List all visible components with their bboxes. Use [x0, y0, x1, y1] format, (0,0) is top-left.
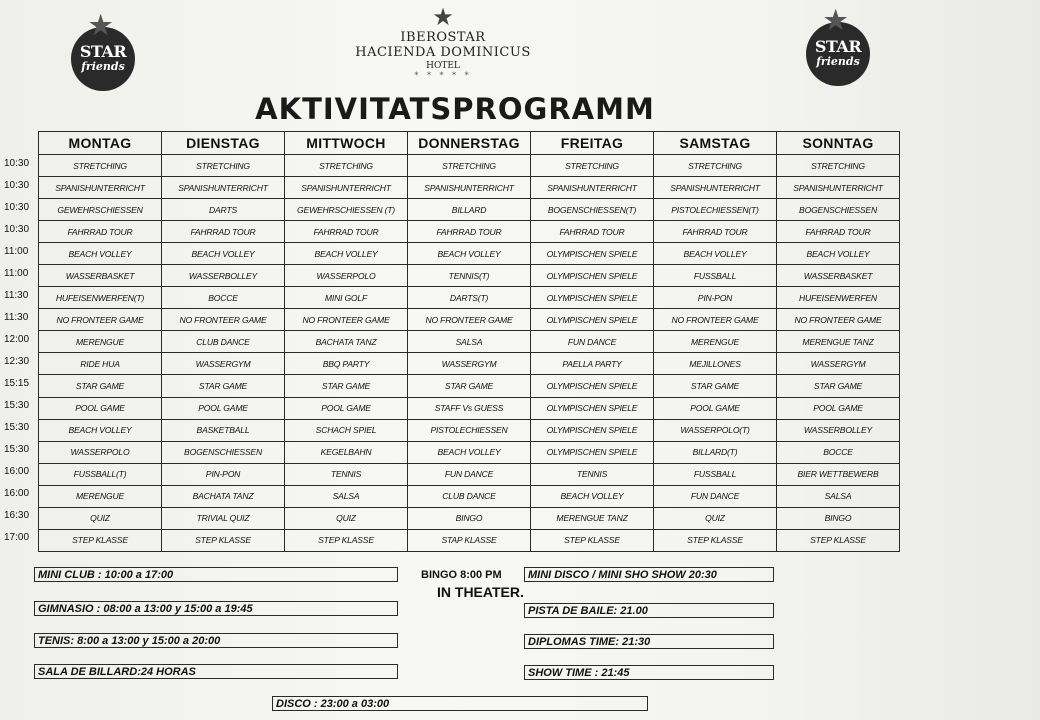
activity-cell: SPANISHUNTERRICHT: [39, 177, 162, 199]
activity-cell: STAR GAME: [654, 375, 777, 397]
activity-cell: FUN DANCE: [654, 485, 777, 507]
mini-disco-time: MINI DISCO / MINI SHO SHOW 20:30: [524, 567, 774, 582]
activity-cell: NO FRONTEER GAME: [39, 309, 162, 331]
activity-cell: OLYMPISCHEN SPIELE: [531, 375, 654, 397]
time-label: 11:30: [4, 290, 29, 301]
activity-cell: PISTOLECHIESSEN(T): [654, 199, 777, 221]
activity-cell: BEACH VOLLEY: [39, 243, 162, 265]
schedule-row: [39, 353, 900, 375]
day-header: DIENSTAG: [162, 132, 285, 155]
activity-cell: FAHRRAD TOUR: [285, 221, 408, 243]
activity-cell: TENNIS: [531, 463, 654, 485]
activity-cell: STEP KLASSE: [531, 529, 654, 551]
activity-cell: WASSERPOLO: [285, 265, 408, 287]
activity-cell: FUN DANCE: [408, 463, 531, 485]
activity-cell: DARTS: [162, 199, 285, 221]
activity-cell: SPANISHUNTERRICHT: [408, 177, 531, 199]
activity-cell: MINI GOLF: [285, 287, 408, 309]
activity-cell: BEACH VOLLEY: [39, 419, 162, 441]
activity-cell: POOL GAME: [654, 397, 777, 419]
activity-cell: BEACH VOLLEY: [531, 485, 654, 507]
activity-cell: BEACH VOLLEY: [285, 243, 408, 265]
activity-cell: FUSSBALL(T): [39, 463, 162, 485]
disco-hours: DISCO : 23:00 a 03:00: [272, 696, 648, 711]
time-label: 15:30: [4, 422, 30, 433]
day-header: SAMSTAG: [654, 132, 777, 155]
activity-cell: BEACH VOLLEY: [162, 243, 285, 265]
time-label: 10:30: [4, 202, 30, 213]
activity-cell: PISTOLECHIESSEN: [408, 419, 531, 441]
time-label: 16:00: [4, 466, 30, 477]
activity-cell: WASSERPOLO(T): [654, 419, 777, 441]
activity-cell: STRETCHING: [39, 155, 162, 177]
activity-cell: FAHRRAD TOUR: [654, 221, 777, 243]
activity-cell: GEWEHRSCHIESSEN: [39, 199, 162, 221]
time-label: 15:30: [4, 400, 30, 411]
activity-cell: BILLARD: [408, 199, 531, 221]
time-label: 10:30: [4, 224, 30, 235]
hotel-type: HOTEL: [426, 61, 460, 71]
activity-cell: SPANISHUNTERRICHT: [285, 177, 408, 199]
activity-cell: DARTS(T): [408, 287, 531, 309]
activity-cell: OLYMPISCHEN SPIELE: [531, 287, 654, 309]
time-label: 11:00: [4, 246, 29, 257]
activity-cell: FAHRRAD TOUR: [531, 221, 654, 243]
schedule-row: [39, 243, 900, 265]
activity-cell: BINGO: [408, 507, 531, 529]
activity-cell: WASSERBASKET: [777, 265, 900, 287]
activity-cell: MERENGUE: [39, 485, 162, 507]
activity-cell: STAP KLASSE: [408, 529, 531, 551]
activity-cell: NO FRONTEER GAME: [285, 309, 408, 331]
activity-cell: BEACH VOLLEY: [408, 441, 531, 463]
activity-cell: GEWEHRSCHIESSEN (T): [285, 199, 408, 221]
day-header-row: [39, 132, 900, 155]
activity-cell: WASSERGYM: [408, 353, 531, 375]
activity-cell: PAELLA PARTY: [531, 353, 654, 375]
activity-cell: QUIZ: [654, 507, 777, 529]
activity-cell: POOL GAME: [39, 397, 162, 419]
activity-cell: BOCCE: [162, 287, 285, 309]
activity-cell: NO FRONTEER GAME: [162, 309, 285, 331]
schedule-row: [39, 265, 900, 287]
schedule-row: [39, 419, 900, 441]
activity-cell: MEJILLONES: [654, 353, 777, 375]
schedule-row: [39, 309, 900, 331]
mini-club-hours: MINI CLUB : 10:00 a 17:00: [34, 567, 398, 582]
activity-cell: SPANISHUNTERRICHT: [531, 177, 654, 199]
activity-cell: CLUB DANCE: [408, 485, 531, 507]
hotel-logo: [352, 4, 534, 80]
activity-cell: FUSSBALL: [654, 265, 777, 287]
activity-cell: BBQ PARTY: [285, 353, 408, 375]
activity-cell: MERENGUE TANZ: [777, 331, 900, 353]
activity-cell: STRETCHING: [531, 155, 654, 177]
activity-cell: STRETCHING: [285, 155, 408, 177]
time-label: 11:00: [4, 268, 29, 279]
time-label: 11:30: [4, 312, 29, 323]
activity-cell: WASSERBOLLEY: [777, 419, 900, 441]
hotel-rating: * * * * *: [414, 71, 472, 80]
activity-cell: BILLARD(T): [654, 441, 777, 463]
activity-cell: WASSERBOLLEY: [162, 265, 285, 287]
star-icon: ★: [824, 6, 848, 36]
activity-cell: WASSERGYM: [162, 353, 285, 375]
activity-cell: KEGELBAHN: [285, 441, 408, 463]
star-icon: ★: [432, 3, 454, 31]
gimnasio-hours: GIMNASIO : 08:00 a 13:00 y 15:00 a 19:45: [34, 601, 398, 616]
activity-cell: STRETCHING: [162, 155, 285, 177]
schedule-row: [39, 463, 900, 485]
activity-cell: NO FRONTEER GAME: [654, 309, 777, 331]
activity-cell: PIN-PON: [162, 463, 285, 485]
activity-cell: SPANISHUNTERRICHT: [162, 177, 285, 199]
star-friends-logo-left: ★ STAR friends: [71, 27, 135, 91]
diplomas-time: DIPLOMAS TIME: 21:30: [524, 634, 774, 649]
activity-cell: WASSERBASKET: [39, 265, 162, 287]
activity-cell: OLYMPISCHEN SPIELE: [531, 397, 654, 419]
activity-cell: FUN DANCE: [531, 331, 654, 353]
activity-cell: MERENGUE: [39, 331, 162, 353]
schedule-row: [39, 199, 900, 221]
activity-cell: BACHATA TANZ: [285, 331, 408, 353]
activity-cell: STRETCHING: [777, 155, 900, 177]
activity-cell: NO FRONTEER GAME: [777, 309, 900, 331]
activity-cell: POOL GAME: [285, 397, 408, 419]
activity-cell: BOGENSCHIESSEN(T): [531, 199, 654, 221]
activity-cell: STEP KLASSE: [654, 529, 777, 551]
activity-cell: FAHRRAD TOUR: [39, 221, 162, 243]
tenis-hours: TENIS: 8:00 a 13:00 y 15:00 a 20:00: [34, 633, 398, 648]
hotel-brand: IBEROSTAR: [400, 30, 486, 45]
day-header: MITTWOCH: [285, 132, 408, 155]
schedule-row: [39, 485, 900, 507]
schedule-row: [39, 331, 900, 353]
activity-cell: STAFF Vs GUESS: [408, 397, 531, 419]
activity-cell: STEP KLASSE: [39, 529, 162, 551]
activity-cell: TENNIS(T): [408, 265, 531, 287]
show-time: SHOW TIME : 21:45: [524, 665, 774, 680]
activity-cell: BASKETBALL: [162, 419, 285, 441]
activity-cell: WASSERGYM: [777, 353, 900, 375]
schedule-row: [39, 221, 900, 243]
activity-cell: STAR GAME: [162, 375, 285, 397]
activity-cell: OLYMPISCHEN SPIELE: [531, 441, 654, 463]
day-header: DONNERSTAG: [408, 132, 531, 155]
activity-cell: SPANISHUNTERRICHT: [777, 177, 900, 199]
schedule-row: [39, 375, 900, 397]
activity-cell: STEP KLASSE: [162, 529, 285, 551]
schedule-row: [39, 529, 900, 551]
activity-cell: QUIZ: [39, 507, 162, 529]
activity-cell: SALSA: [408, 331, 531, 353]
activity-cell: BOGENSCHIESSEN: [777, 199, 900, 221]
time-label: 15:30: [4, 444, 30, 455]
activity-cell: OLYMPISCHEN SPIELE: [531, 265, 654, 287]
activity-cell: SALSA: [285, 485, 408, 507]
activity-cell: SALSA: [777, 485, 900, 507]
activity-cell: PIN-PON: [654, 287, 777, 309]
schedule-row: [39, 155, 900, 177]
star-icon: ★: [89, 11, 113, 41]
activity-cell: OLYMPISCHEN SPIELE: [531, 419, 654, 441]
activity-schedule-table: [38, 131, 900, 552]
activity-cell: MERENGUE TANZ: [531, 507, 654, 529]
bingo-time: BINGO 8:00 PM: [421, 569, 502, 581]
activity-cell: BOGENSCHIESSEN: [162, 441, 285, 463]
activity-cell: STAR GAME: [39, 375, 162, 397]
activity-cell: STAR GAME: [408, 375, 531, 397]
day-header: SONNTAG: [777, 132, 900, 155]
activity-cell: STAR GAME: [285, 375, 408, 397]
activity-cell: OLYMPISCHEN SPIELE: [531, 243, 654, 265]
activity-cell: SCHACH SPIEL: [285, 419, 408, 441]
activity-cell: POOL GAME: [162, 397, 285, 419]
activity-cell: QUIZ: [285, 507, 408, 529]
activity-cell: BEACH VOLLEY: [408, 243, 531, 265]
time-label: 10:30: [4, 180, 30, 191]
pista-time: PISTA DE BAILE: 21.00: [524, 603, 774, 618]
activity-cell: OLYMPISCHEN SPIELE: [531, 309, 654, 331]
time-label: 16:30: [4, 510, 30, 521]
activity-cell: BINGO: [777, 507, 900, 529]
activity-cell: STEP KLASSE: [285, 529, 408, 551]
activity-cell: FAHRRAD TOUR: [777, 221, 900, 243]
activity-cell: NO FRONTEER GAME: [408, 309, 531, 331]
schedule-row: [39, 287, 900, 309]
activity-cell: HUFEISENWERFEN: [777, 287, 900, 309]
time-label: 15:15: [4, 378, 30, 389]
schedule-row: [39, 177, 900, 199]
time-column: [4, 153, 40, 549]
activity-cell: TENNIS: [285, 463, 408, 485]
activity-cell: WASSERPOLO: [39, 441, 162, 463]
time-label: 17:00: [4, 532, 30, 543]
star-friends-logo-right: ★ STAR friends: [806, 22, 870, 86]
activity-cell: FAHRRAD TOUR: [408, 221, 531, 243]
hotel-name: HACIENDA DOMINICUS: [355, 45, 531, 60]
day-header: FREITAG: [531, 132, 654, 155]
schedule-row: [39, 507, 900, 529]
activity-cell: BACHATA TANZ: [162, 485, 285, 507]
activity-cell: BEACH VOLLEY: [777, 243, 900, 265]
activity-cell: BOCCE: [777, 441, 900, 463]
activity-cell: BEACH VOLLEY: [654, 243, 777, 265]
billard-hours: SALA DE BILLARD:24 HORAS: [34, 664, 398, 679]
time-label: 12:30: [4, 356, 30, 367]
activity-cell: STRETCHING: [654, 155, 777, 177]
activity-cell: SPANISHUNTERRICHT: [654, 177, 777, 199]
schedule-row: [39, 397, 900, 419]
activity-cell: STRETCHING: [408, 155, 531, 177]
activity-cell: FUSSBALL: [654, 463, 777, 485]
time-label: 12:00: [4, 334, 30, 345]
activity-cell: FAHRRAD TOUR: [162, 221, 285, 243]
bingo-location: IN THEATER.: [437, 584, 524, 600]
day-header: MONTAG: [39, 132, 162, 155]
activity-cell: STEP KLASSE: [777, 529, 900, 551]
activity-cell: TRIVIAL QUIZ: [162, 507, 285, 529]
activity-cell: CLUB DANCE: [162, 331, 285, 353]
page-title: AKTIVITATSPROGRAMM: [255, 92, 655, 126]
activity-cell: MERENGUE: [654, 331, 777, 353]
activity-cell: POOL GAME: [777, 397, 900, 419]
schedule-row: [39, 441, 900, 463]
activity-cell: STAR GAME: [777, 375, 900, 397]
activity-cell: RIDE HUA: [39, 353, 162, 375]
activity-cell: HUFEISENWERFEN(T): [39, 287, 162, 309]
activity-cell: BIER WETTBEWERB: [777, 463, 900, 485]
time-label: 10:30: [4, 158, 30, 169]
time-label: 16:00: [4, 488, 30, 499]
